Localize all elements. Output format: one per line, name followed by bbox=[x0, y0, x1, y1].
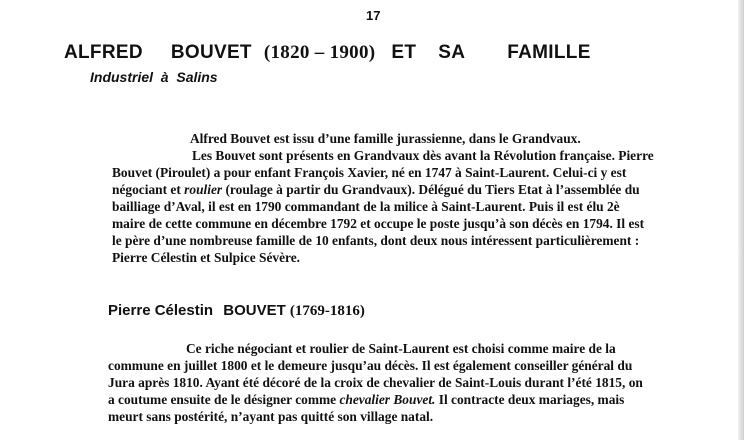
section-line: commune en juillet 1800 et le demeure jusqu’au décès. Il est également conseiller général du bbox=[108, 358, 633, 373]
intro-line bbox=[112, 181, 708, 198]
section-first-name: Pierre Célestin bbox=[108, 302, 214, 319]
intro-line: le père d’une nombreuse famille de 10 enfants, dont deux nous intéressent particulièrement : bbox=[112, 233, 640, 248]
section-italic-chevalier: chevalier Bouvet. bbox=[339, 392, 436, 407]
title-word-bouvet: BOUVET bbox=[170, 42, 252, 63]
section-dates: (1769-1816) bbox=[289, 303, 365, 319]
section-paragraph bbox=[108, 340, 708, 425]
section-last-name: BOUVET bbox=[223, 302, 286, 319]
section-heading bbox=[108, 302, 365, 320]
title-word-famille: FAMILLE bbox=[507, 42, 591, 63]
page-edge-shadow bbox=[738, 0, 744, 440]
title-word-et: ET bbox=[391, 42, 417, 63]
intro-line: Pierre Célestin et Sulpice Sévère. bbox=[112, 250, 301, 265]
subtitle: Industriel à Salins bbox=[90, 69, 218, 85]
section-text: a coutume ensuite de le désigner comme bbox=[108, 392, 340, 407]
intro-line: bailliage d’Aval, il est en 1790 commandant de la milice à Saint-Laurent. Puis il est élu 2è bbox=[112, 199, 620, 214]
section-line: meurt sans postérité, n’ayant pas quitté son village natal. bbox=[108, 409, 434, 424]
intro-paragraph bbox=[112, 130, 708, 266]
intro-line: Alfred Bouvet est issu d’une famille jurassienne, dans le Grandvaux. bbox=[190, 131, 581, 146]
title-word-sa: SA bbox=[438, 42, 466, 63]
title-dates: (1820 – 1900) bbox=[263, 42, 376, 63]
title-word-alfred: ALFRED bbox=[64, 42, 143, 63]
page-number: 17 bbox=[366, 8, 381, 23]
section-line bbox=[108, 391, 708, 408]
intro-line: maire de cette commune en décembre 1792 et occupe le poste jusqu’à son décès en 1794. Il est bbox=[112, 216, 645, 231]
page-title bbox=[64, 42, 704, 64]
intro-text: (roulage à partir du Grandvaux). Délégué du Tiers Etat à l’assemblée du bbox=[222, 182, 640, 197]
intro-line: Bouvet (Piroulet) a pour enfant François Xavier, né en 1747 à Saint-Laurent. Celui-ci y est bbox=[112, 165, 627, 180]
intro-text: négociant et bbox=[112, 182, 185, 197]
intro-line: Les Bouvet sont présents en Grandvaux dès avant la Révolution française. Pierre bbox=[192, 148, 654, 163]
section-line: Jura après 1810. Ayant été décoré de la croix de chevalier de Saint-Louis durant l’été 1815, on bbox=[108, 375, 643, 390]
section-text: Il contracte deux mariages, mais bbox=[435, 392, 625, 407]
intro-italic-roulier: roulier bbox=[184, 182, 223, 197]
section-line: Ce riche négociant et roulier de Saint-Laurent est choisi comme maire de la bbox=[186, 341, 616, 356]
